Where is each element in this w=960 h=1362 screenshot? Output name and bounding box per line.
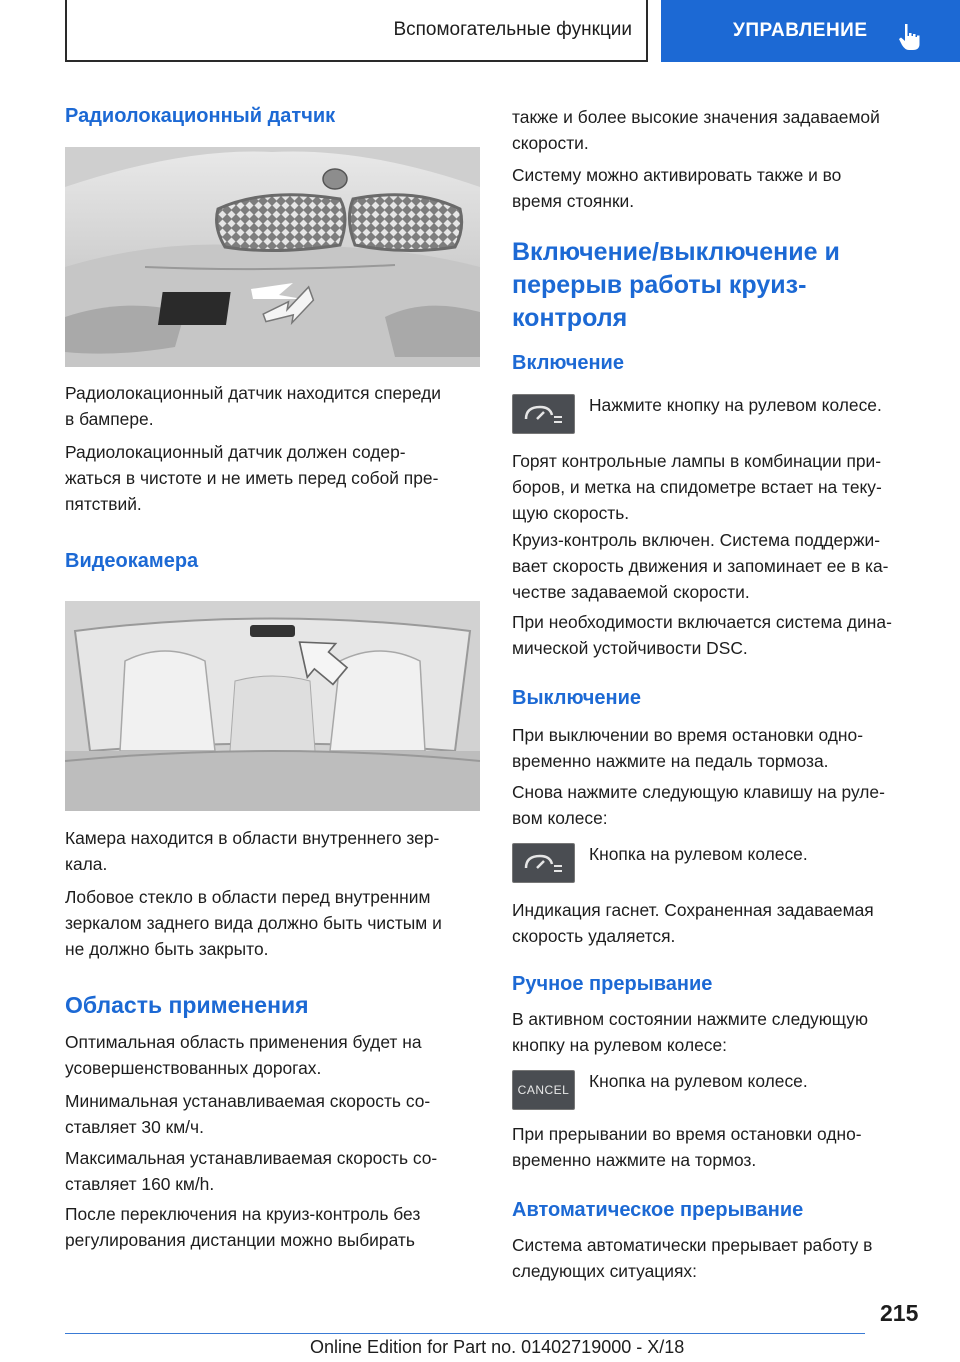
scope-p3-line2: ставляет 160 км/h. (65, 1174, 215, 1194)
scope-title: Область применения (65, 992, 309, 1018)
manual-p1-line1: В активном состоянии нажмите следующую (512, 1009, 868, 1029)
cont-p1-line2: скорости. (512, 133, 589, 153)
radar-title: Радиолокационный датчик (65, 105, 336, 127)
off-btn-text: Кнопка на рулевом колесе. (589, 844, 808, 864)
on-p1-line3: щую скорость. (512, 503, 630, 523)
page-number: 215 (880, 1300, 919, 1326)
onoff-title-line3: контроля (512, 304, 628, 332)
cruise-control-icon (522, 403, 566, 425)
cancel-label: CANCEL (517, 1083, 570, 1097)
cont-p2-line2: время стоянки. (512, 191, 635, 211)
manual-btn-text: Кнопка на рулевом колесе. (589, 1071, 808, 1091)
auto-title: Автоматическое прерывание (512, 1199, 804, 1221)
scope-p1-line1: Оптимальная область применения будет на (65, 1032, 422, 1052)
camera-p2-line1: Лобовое стекло в области перед внутренним (65, 887, 431, 907)
footer-divider (65, 1333, 865, 1334)
cruise-control-button (512, 394, 575, 434)
footer-edition: Online Edition for Part no. 01402719000 - X/18 (310, 1337, 685, 1357)
camera-p2-line3: не должно быть закрыто. (65, 939, 269, 959)
scope-p2-line1: Минимальная устанавливаемая скорость со- (65, 1091, 431, 1111)
scope-p1-line2: усовершенствованных дорогах. (65, 1058, 322, 1078)
off-p1-line1: При выключении во время остановки одно- (512, 725, 863, 745)
onoff-title-line1: Включение/выключение и (512, 238, 840, 266)
off-p3-line1: Индикация гаснет. Сохраненная задаваемая (512, 900, 874, 920)
manual-p2-line2: временно нажмите на тормоз. (512, 1150, 757, 1170)
scope-p2-line2: ставляет 30 км/ч. (65, 1117, 204, 1137)
off-title: Выключение (512, 687, 642, 709)
manual-title: Ручное прерывание (512, 973, 713, 995)
hand-pointer-icon (897, 22, 923, 52)
auto-p1-line1: Система автоматически прерывает работу в (512, 1235, 873, 1255)
radar-p2-line2: жаться в чистоте и не иметь перед собой пре- (65, 468, 439, 488)
on-p2-line2: вает скорость движения и запоминает ее в ка- (512, 556, 889, 576)
on-p3-line1: При необходимости включается система дина- (512, 612, 892, 632)
manual-p1-line2: кнопку на рулевом колесе: (512, 1035, 727, 1055)
on-p2-line3: честве задаваемой скорости. (512, 582, 750, 602)
scope-p4-line2: регулирования дистанции можно выбирать (65, 1230, 415, 1250)
on-p1-line1: Горят контрольные лампы в комбинации при- (512, 451, 882, 471)
header-chapter-title: УПРАВЛЕНИЕ (733, 20, 868, 41)
off-p2-line1: Снова нажмите следующую клавишу на руле- (512, 782, 885, 802)
scope-p4-line1: После переключения на круиз-контроль без (65, 1204, 421, 1224)
cruise-control-button-off (512, 843, 575, 883)
car-front-illustration (65, 147, 480, 367)
cont-p1-line1: также и более высокие значения задаваемой (512, 107, 880, 127)
camera-p1-line1: Камера находится в области внутреннего зер- (65, 828, 440, 848)
cancel-button (512, 1070, 575, 1110)
camera-p1-line2: кала. (65, 854, 108, 874)
camera-p2-line2: зеркалом заднего вида должно быть чистым и (65, 913, 442, 933)
radar-sensor-figure (65, 147, 480, 367)
onoff-title-line2: перерыв работы круиз- (512, 271, 807, 299)
off-p3-line2: скорость удаляется. (512, 926, 676, 946)
header-section (65, 0, 648, 62)
off-p1-line2: временно нажмите на педаль тормоза. (512, 751, 829, 771)
auto-p1-line2: следующих ситуациях: (512, 1261, 697, 1281)
radar-p2-line1: Радиолокационный датчик должен содер- (65, 442, 406, 462)
scope-p3-line1: Максимальная устанавливаемая скорость со- (65, 1148, 438, 1168)
car-interior-illustration (65, 601, 480, 811)
radar-p1-line1: Радиолокационный датчик находится спереди (65, 383, 441, 403)
on-btn-text: Нажмите кнопку на рулевом колесе. (589, 395, 882, 415)
header-section-title: Вспомогательные функции (393, 19, 632, 40)
header-chapter (661, 0, 960, 62)
on-p1-line2: боров, и метка на спидометре встает на теку- (512, 477, 882, 497)
cont-p2-line1: Систему можно активировать также и во (512, 165, 842, 185)
camera-figure (65, 601, 480, 811)
on-p3-line2: мической устойчивости DSC. (512, 638, 748, 658)
camera-title: Видеокамера (65, 550, 199, 572)
on-p2-line1: Круиз-контроль включен. Система поддержи- (512, 530, 881, 550)
manual-p2-line1: При прерывании во время остановки одно- (512, 1124, 862, 1144)
radar-p2-line3: пятствий. (65, 494, 142, 514)
cruise-control-icon (522, 852, 566, 874)
on-title: Включение (512, 352, 624, 374)
off-p2-line2: вом колесе: (512, 808, 608, 828)
radar-p1-line2: в бампере. (65, 409, 154, 429)
